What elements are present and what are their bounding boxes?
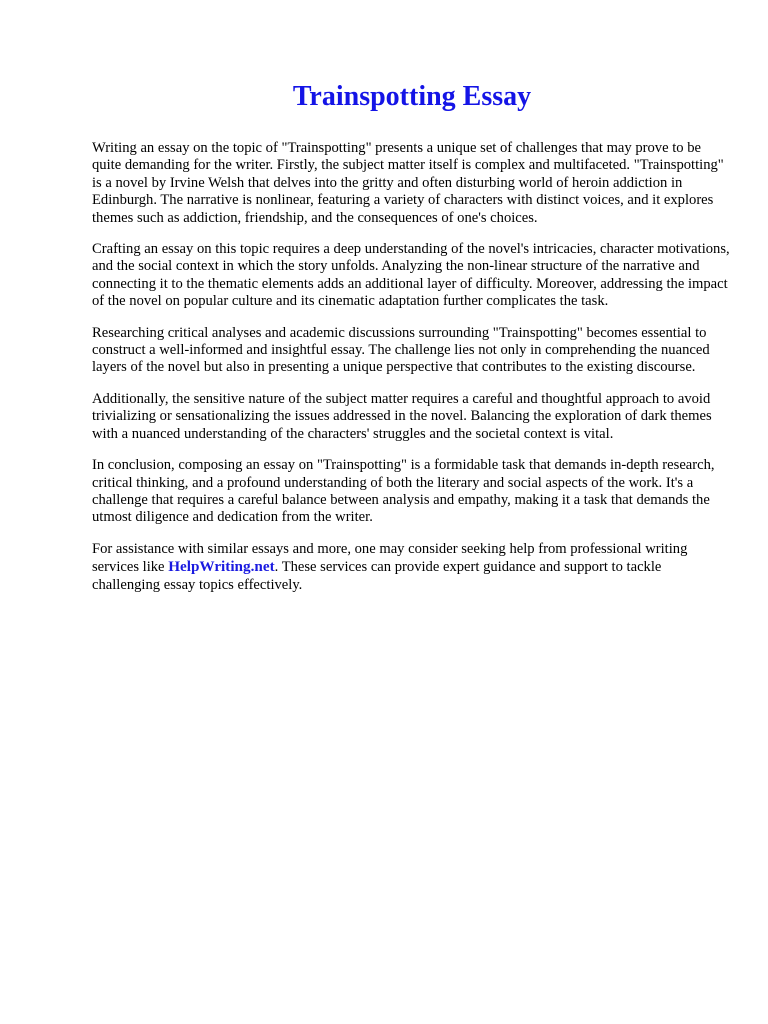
paragraph-5: In conclusion, composing an essay on "Trainspotting" is a formidable task that demands in-depth research, critical thinking, and a profound understanding of both the literary and social aspects of the work. It's a challenge that requires a careful balance between analysis and empathy, making it a task that demands the utmost diligence and dedication from the writer. (92, 457, 715, 526)
helpwriting-link[interactable]: HelpWriting.net (168, 558, 275, 576)
closing-text-before-link: For assistance with similar essays and more, one may consider seeking help from professional writing services like (92, 540, 688, 576)
closing-text-after-link: . These services can provide expert guidance and support to tackle challenging essay topics effectively. (92, 559, 662, 593)
paragraph-1: Writing an essay on the topic of "Trainspotting" presents a unique set of challenges that may prove to be quite demanding for the writer. Firstly, the subject matter itself is complex and multifaceted. "Trainspotting" is a novel by Irvine Welsh that delves into the gritty and often disturbing world of heroin addiction in Edinburgh. The narrative is nonlinear, featuring a variety of characters with distinct voices, and it explores themes such as addiction, friendship, and the consequences of one's choices. (92, 140, 724, 226)
paragraph-2: Crafting an essay on this topic requires a deep understanding of the novel's intricacies, character motivations, and the social context in which the story unfolds. Analyzing the non-linear structure of the narrative and connecting it to the thematic elements adds an additional layer of difficulty. Moreover, addressing the impact of the novel on popular culture and its cinematic adaptation further complicates the task. (92, 241, 730, 310)
document-title: Trainspotting Essay (292, 81, 532, 112)
paragraph-4: Additionally, the sensitive nature of the subject matter requires a careful and thoughtful approach to avoid trivializing or sensationalizing the issues addressed in the novel. Balancing the exploration of dark themes with a nuanced understanding of the characters' struggles and the societal context is vital. (92, 390, 712, 442)
document-page (92, 79, 732, 608)
closing-paragraph (92, 541, 732, 594)
paragraph-3: Researching critical analyses and academic discussions surrounding "Trainspotting" becomes essential to construct a well-informed and insightful essay. The challenge lies not only in comprehending the nuanced layers of the novel but also in presenting a unique perspective that contributes to the existing discourse. (92, 324, 710, 376)
